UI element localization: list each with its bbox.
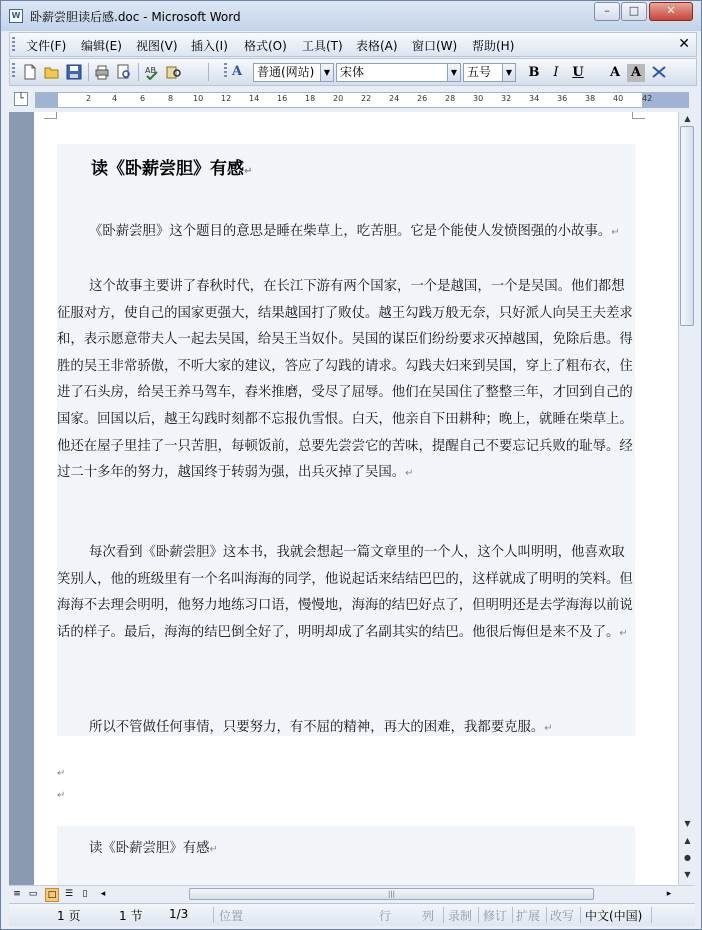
status-separator [512,907,513,923]
spelling-check-icon[interactable] [144,64,160,80]
ruler-number: 12 [221,94,232,103]
paragraph-1[interactable]: 《卧薪尝胆》这个题目的意思是睡在柴草上，吃苦胆。它是个能使人发愤图强的小故事。↵ [89,224,620,239]
menu-window[interactable]: 窗口(W) [412,39,458,53]
toolbar-separator [88,63,89,81]
paragraph-4[interactable]: 所以不管做任何事情，只要努力，有不屈的精神，再大的困难，我都要克服。↵ [89,720,553,735]
style-combo-arrow-icon[interactable]: ▼ [321,63,334,82]
next-page-icon[interactable]: ▼ [684,870,691,879]
status-separator [651,907,652,923]
status-position: 位置 [219,909,244,923]
status-bar [9,903,695,926]
menu-file[interactable]: 文件(F) [26,39,67,53]
font-combo-arrow-icon[interactable]: ▼ [448,63,461,82]
normal-view-icon[interactable]: ≡ [13,889,21,899]
status-overtype[interactable]: 改写 [550,909,575,923]
horizontal-scroll-thumb[interactable]: ||| [189,888,594,900]
toolbar-grip-2[interactable] [224,63,227,79]
close-document-icon[interactable]: ✕ [678,36,690,52]
select-browse-object-icon[interactable]: ● [684,853,691,862]
research-icon[interactable] [166,64,182,80]
ruler-number: 14 [249,94,260,103]
status-track-changes[interactable]: 修订 [483,909,508,923]
styles-pane-icon[interactable]: A [232,64,243,79]
web-layout-icon[interactable]: ▭ [28,889,38,899]
menu-grip[interactable] [12,37,15,53]
minimize-button[interactable]: – [594,2,620,21]
status-column: 列 [422,909,435,923]
vertical-scroll-thumb[interactable] [680,126,694,326]
char-shading-button[interactable]: A [627,64,645,82]
scroll-up-icon[interactable]: ▲ [684,114,691,123]
document-area[interactable] [9,112,679,885]
ruler-number: 8 [168,94,174,103]
ruler-number: 42 [642,94,653,103]
ruler-number: 6 [140,94,146,103]
ruler-left-margin [36,93,58,107]
status-page-count: 1/3 [169,907,189,921]
menu-table[interactable]: 表格(A) [356,39,398,53]
previous-page-icon[interactable]: ▲ [684,836,691,845]
ruler-number: 18 [305,94,316,103]
status-language[interactable]: 中文(中国) [585,909,643,923]
ruler-number: 16 [277,94,288,103]
status-page: 1 页 [57,909,81,923]
page-corner-mark [44,112,57,119]
horizontal-scrollbar[interactable] [9,885,695,903]
paragraph-2[interactable]: 这个故事主要讲了春秋时代，在长江下游有两个国家，一个是越国，一个是吴国。他们都想征服对方，使自己的国家更强大，结果越国打了败仗。越王勾践万般无奈，只好派人向吴王夫差求和，表示愿意带夫人一起去吴国，给吴王当奴仆。吴国的谋臣们纷纷要求灭掉越国，免除后患。得胜的吴王非常骄傲，不听大家的建议，答应了勾践的请求。勾践夫妇来到吴国，穿上了粗布衣，住进了石头房，给吴王养马驾车，舂米推磨，受尽了屈辱。他们在吴国住了整整三年，才回到自己的国家。回国以后，越王勾践时刻都不忘报仇雪恨。白天，他亲自下田耕种；晚上，就睡在柴草上。他还在屋子里挂了一只苦胆，每顿饭前，总要先尝尝它的苦味，提醒自己不要忘记兵败的耻辱。经过二十多年的努力，越国终于转弱为强，出兵灭掉了吴国。↵ [57,279,633,481]
menu-tools[interactable]: 工具(T) [302,39,343,53]
toolbar-separator [138,63,139,81]
status-separator [443,907,444,923]
scroll-left-icon[interactable]: ◂ [100,889,106,899]
word-app-icon[interactable]: W [9,9,23,23]
scroll-down-icon[interactable]: ▼ [684,819,691,828]
status-section: 1 节 [119,909,143,923]
open-folder-icon[interactable] [44,64,60,80]
char-border-button[interactable]: A [609,65,621,80]
underline-button[interactable]: U [572,65,584,80]
print-layout-icon[interactable]: □ [45,888,59,902]
horizontal-ruler[interactable] [35,92,689,108]
ruler-number: 28 [445,94,456,103]
empty-paragraph[interactable]: ↵ [57,790,66,801]
ruler-number: 4 [112,94,118,103]
font-size-arrow-icon[interactable]: ▼ [503,63,516,82]
maximize-button[interactable]: □ [621,2,647,21]
paragraph-repeat-title[interactable]: 读《卧薪尝胆》有感↵ [89,841,218,856]
scale-icon[interactable] [651,64,667,80]
status-extend[interactable]: 扩展 [516,909,541,923]
title-bar[interactable] [1,1,701,31]
menu-help[interactable]: 帮助(H) [472,39,515,53]
empty-paragraph[interactable]: ↵ [57,768,66,779]
tab-selector[interactable]: └ [14,92,28,106]
font-combo[interactable]: 宋体 [336,63,448,82]
vertical-scrollbar[interactable] [678,112,696,885]
print-preview-icon[interactable] [116,64,132,80]
status-line: 行 [379,909,392,923]
window-title: 卧薪尝胆读后感.doc - Microsoft Word [30,10,241,24]
status-separator [478,907,479,923]
save-icon[interactable] [66,64,82,80]
ruler-number: 26 [417,94,428,103]
menu-edit[interactable]: 编辑(E) [81,39,122,53]
print-icon[interactable] [94,64,110,80]
outline-view-icon[interactable]: ☰ [64,889,74,899]
menu-format[interactable]: 格式(O) [244,39,287,53]
ruler-number: 24 [389,94,400,103]
ruler-number: 2 [86,94,92,103]
italic-button[interactable]: I [553,65,559,80]
ruler-number: 36 [557,94,568,103]
menu-view[interactable]: 视图(V) [136,39,178,53]
ruler-number: 34 [529,94,540,103]
ruler-number: 20 [333,94,344,103]
toolbar-separator [208,63,209,81]
ruler-number: 38 [585,94,596,103]
toolbar [9,58,697,86]
paragraph-3[interactable]: 每次看到《卧薪尝胆》这本书，我就会想起一篇文章里的一个人，这个人叫明明，他喜欢取笑别人，他的班级里有一个名叫海海的同学，他说起话来结结巴巴的，这样就成了明明的笑料。但海海不去理会明明，他努力地练习口语，慢慢地，海海的结巴好点了，但明明还是去学海海以前说话的样子。最后，海海的结巴倒全好了，明明却成了名副其实的结巴。他很后悔但是来不及了。↵ [57,545,633,640]
status-record-macro[interactable]: 录制 [448,909,473,923]
menu-insert[interactable]: 插入(I) [191,39,228,53]
ruler-number: 30 [473,94,484,103]
page-corner-mark [632,112,645,119]
close-button[interactable]: ✕ [649,2,693,21]
document-page[interactable] [34,112,679,885]
document-title[interactable]: 读《卧薪尝胆》有感↵ [91,159,253,179]
bold-button[interactable]: B [528,65,540,80]
status-separator [580,907,581,923]
ruler-area [9,89,697,111]
font-size-combo[interactable]: 五号 [463,63,503,82]
style-combo[interactable]: 普通(网站) [253,63,321,82]
svg-text:AB: AB [145,66,156,75]
status-separator [213,907,214,923]
status-separator [546,907,547,923]
new-document-icon[interactable] [22,64,38,80]
ruler-number: 32 [501,94,512,103]
scroll-right-icon[interactable]: ▸ [666,889,672,899]
menu-bar [9,32,697,57]
ruler-number: 40 [613,94,624,103]
ruler-number: 10 [193,94,204,103]
ruler-number: 22 [361,94,372,103]
reading-layout-icon[interactable]: ▯ [82,889,88,899]
toolbar-grip[interactable] [12,63,15,79]
